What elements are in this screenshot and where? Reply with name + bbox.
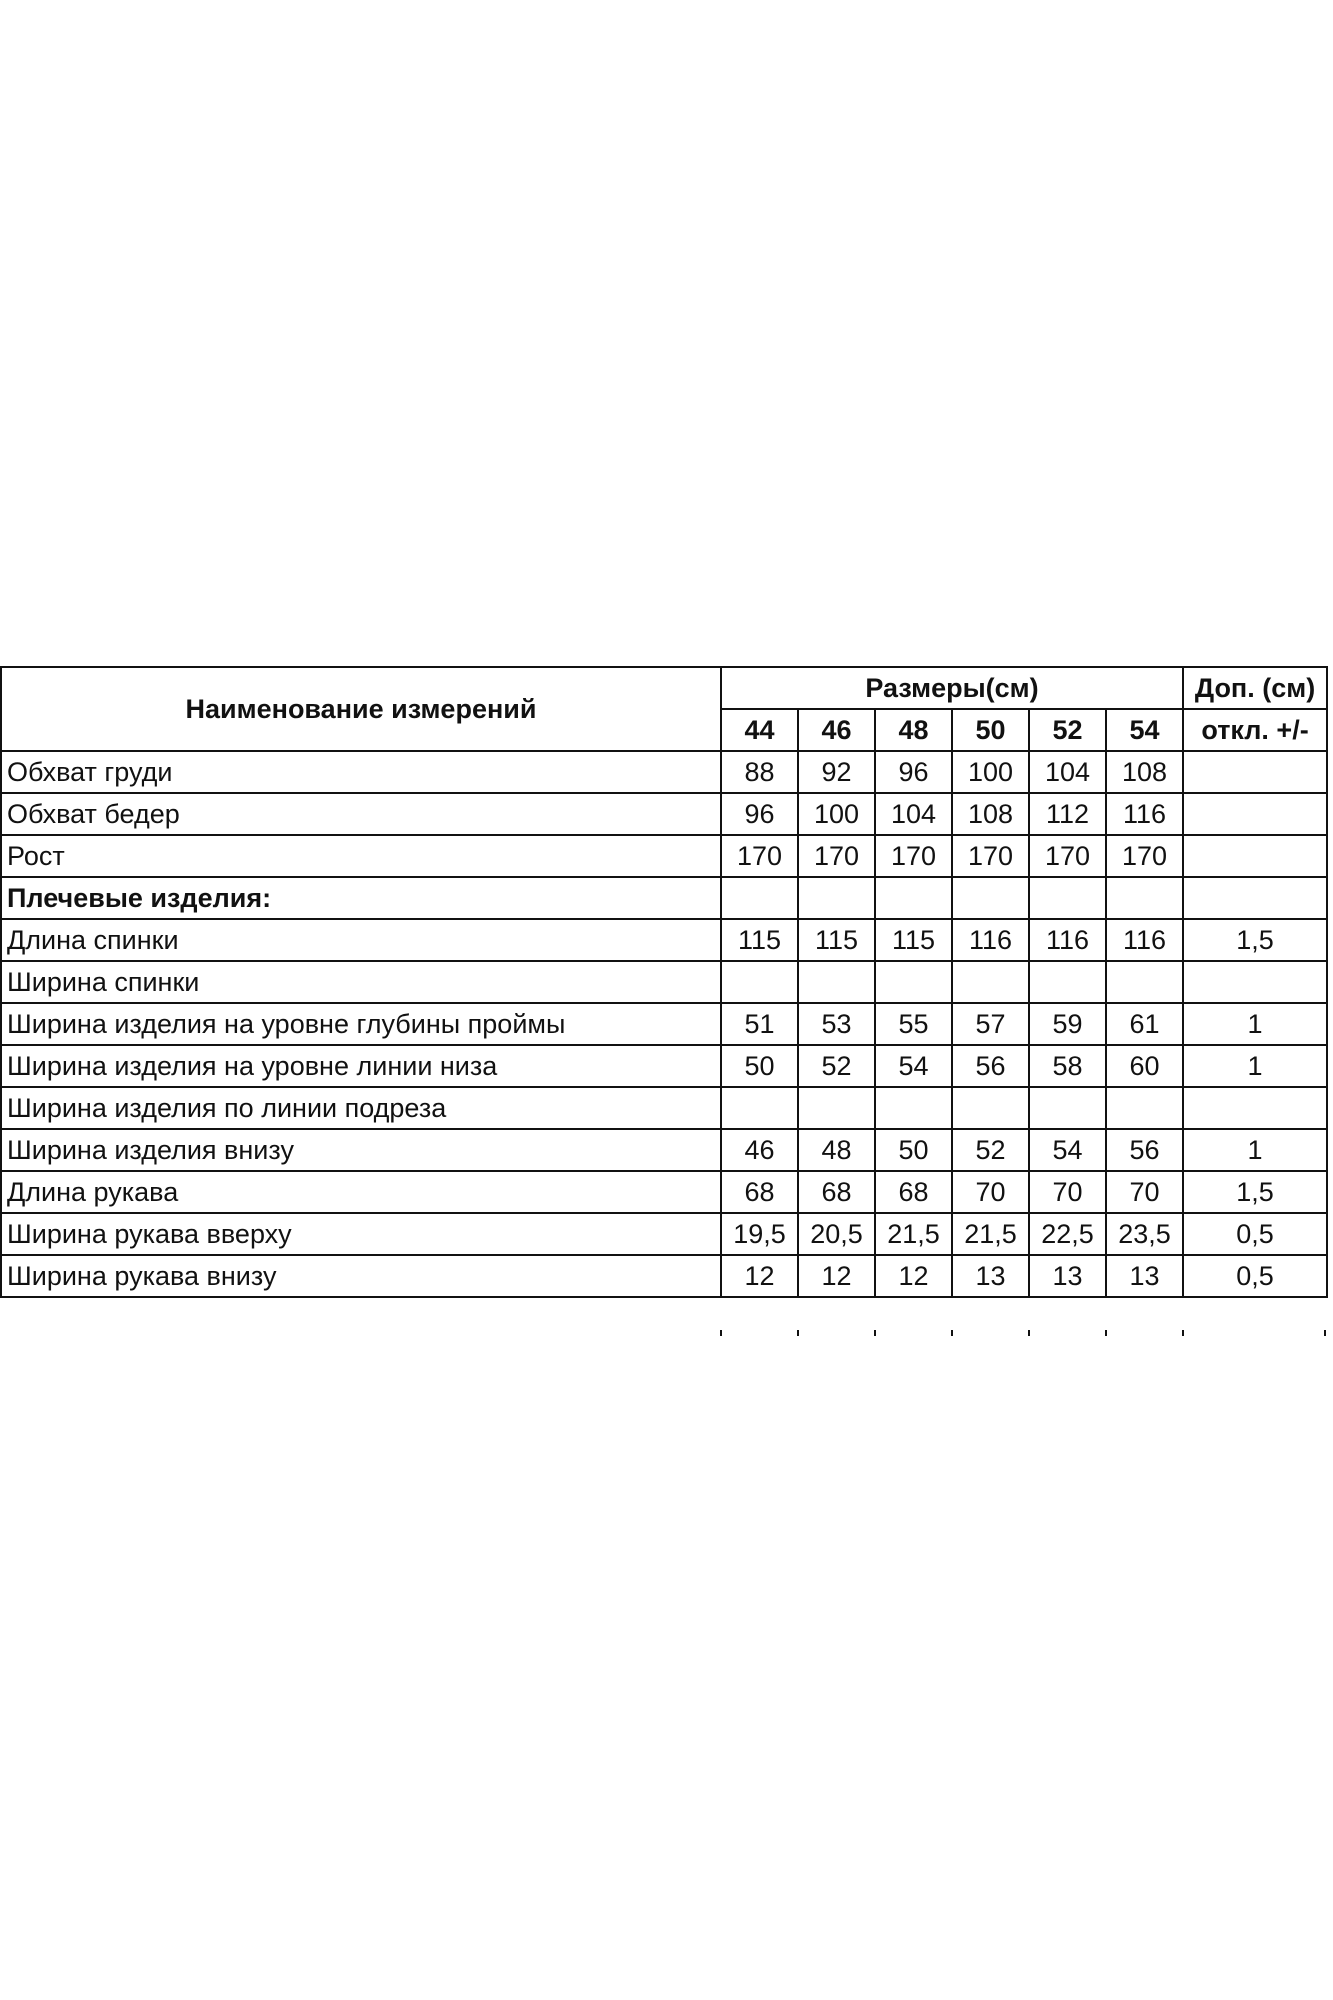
measurement-value: 115 bbox=[721, 919, 798, 961]
measurement-value: 50 bbox=[721, 1045, 798, 1087]
measurement-value: 22,5 bbox=[1029, 1213, 1106, 1255]
table-row bbox=[1, 1255, 1327, 1297]
measurement-value: 55 bbox=[875, 1003, 952, 1045]
measurement-value bbox=[798, 1087, 875, 1129]
size-header: 52 bbox=[1029, 709, 1106, 751]
table-row bbox=[1, 1087, 1327, 1129]
measurement-value bbox=[721, 877, 798, 919]
measurement-value: 70 bbox=[1106, 1171, 1183, 1213]
table-continuation-line bbox=[720, 1330, 722, 1336]
measurement-value bbox=[1106, 961, 1183, 1003]
measurement-value: 19,5 bbox=[721, 1213, 798, 1255]
measurement-name: Ширина изделия на уровне глубины проймы bbox=[1, 1003, 721, 1045]
size-table bbox=[0, 666, 1328, 1298]
measurement-value: 96 bbox=[721, 793, 798, 835]
measurement-value: 54 bbox=[1029, 1129, 1106, 1171]
tolerance-value bbox=[1183, 793, 1327, 835]
tolerance-value bbox=[1183, 877, 1327, 919]
table-continuation-line bbox=[1324, 1330, 1326, 1336]
size-header: 48 bbox=[875, 709, 952, 751]
measurement-value: 70 bbox=[952, 1171, 1029, 1213]
measurement-value bbox=[875, 1087, 952, 1129]
tolerance-value bbox=[1183, 835, 1327, 877]
measurement-value: 61 bbox=[1106, 1003, 1183, 1045]
header-row-top bbox=[1, 667, 1327, 709]
table-row bbox=[1, 877, 1327, 919]
measurement-name: Ширина рукава вверху bbox=[1, 1213, 721, 1255]
tolerance-value: 1 bbox=[1183, 1129, 1327, 1171]
measurement-value: 13 bbox=[1106, 1255, 1183, 1297]
table-row bbox=[1, 793, 1327, 835]
measurement-value: 170 bbox=[875, 835, 952, 877]
measurement-value bbox=[952, 877, 1029, 919]
measurement-name: Длина спинки bbox=[1, 919, 721, 961]
table-continuation-line bbox=[951, 1330, 953, 1336]
tolerance-value bbox=[1183, 1087, 1327, 1129]
measurement-value: 68 bbox=[721, 1171, 798, 1213]
measurement-value: 88 bbox=[721, 751, 798, 793]
measurement-value: 116 bbox=[1029, 919, 1106, 961]
measurement-value: 12 bbox=[721, 1255, 798, 1297]
measurement-value: 12 bbox=[798, 1255, 875, 1297]
table-row bbox=[1, 1171, 1327, 1213]
measurement-value bbox=[721, 1087, 798, 1129]
table-row bbox=[1, 1129, 1327, 1171]
measurement-value: 170 bbox=[1029, 835, 1106, 877]
measurement-value: 21,5 bbox=[875, 1213, 952, 1255]
measurement-value: 108 bbox=[952, 793, 1029, 835]
table-row bbox=[1, 919, 1327, 961]
measurement-name: Ширина изделия по линии подреза bbox=[1, 1087, 721, 1129]
table-row bbox=[1, 751, 1327, 793]
measurement-value bbox=[1029, 877, 1106, 919]
measurement-value: 51 bbox=[721, 1003, 798, 1045]
measurement-value: 104 bbox=[875, 793, 952, 835]
measurement-value: 13 bbox=[952, 1255, 1029, 1297]
measurement-value: 68 bbox=[875, 1171, 952, 1213]
measurement-value: 58 bbox=[1029, 1045, 1106, 1087]
table-row bbox=[1, 1003, 1327, 1045]
measurement-value: 170 bbox=[1106, 835, 1183, 877]
size-header: 46 bbox=[798, 709, 875, 751]
measurement-value bbox=[1106, 1087, 1183, 1129]
measurement-value: 170 bbox=[798, 835, 875, 877]
tolerance-header-top: Доп. (см) bbox=[1183, 667, 1327, 709]
measurement-value: 46 bbox=[721, 1129, 798, 1171]
measurement-value bbox=[798, 961, 875, 1003]
measurement-value bbox=[1029, 961, 1106, 1003]
table-continuation-line bbox=[797, 1330, 799, 1336]
tolerance-value: 0,5 bbox=[1183, 1255, 1327, 1297]
measurement-value: 115 bbox=[875, 919, 952, 961]
measurement-value: 92 bbox=[798, 751, 875, 793]
measurement-name: Длина рукава bbox=[1, 1171, 721, 1213]
size-header: 50 bbox=[952, 709, 1029, 751]
table-row bbox=[1, 835, 1327, 877]
tolerance-value: 1 bbox=[1183, 1045, 1327, 1087]
measurement-value bbox=[1106, 877, 1183, 919]
table-row bbox=[1, 1045, 1327, 1087]
measurement-value: 100 bbox=[798, 793, 875, 835]
measurement-name: Рост bbox=[1, 835, 721, 877]
tolerance-value bbox=[1183, 751, 1327, 793]
measurement-value bbox=[721, 961, 798, 1003]
measurement-value: 21,5 bbox=[952, 1213, 1029, 1255]
measurement-name: Ширина изделия на уровне линии низа bbox=[1, 1045, 721, 1087]
tolerance-value: 1 bbox=[1183, 1003, 1327, 1045]
measurement-value bbox=[875, 877, 952, 919]
measurement-value: 13 bbox=[1029, 1255, 1106, 1297]
measurement-value: 20,5 bbox=[798, 1213, 875, 1255]
measurement-value: 100 bbox=[952, 751, 1029, 793]
measurement-value: 23,5 bbox=[1106, 1213, 1183, 1255]
measurement-value: 12 bbox=[875, 1255, 952, 1297]
table-continuation-line bbox=[874, 1330, 876, 1336]
measurement-name: Ширина изделия внизу bbox=[1, 1129, 721, 1171]
measurement-value: 116 bbox=[952, 919, 1029, 961]
table-row bbox=[1, 1213, 1327, 1255]
measurement-value: 68 bbox=[798, 1171, 875, 1213]
measurement-value: 108 bbox=[1106, 751, 1183, 793]
measurement-value bbox=[875, 961, 952, 1003]
measurement-value: 57 bbox=[952, 1003, 1029, 1045]
size-header: 54 bbox=[1106, 709, 1183, 751]
measurement-value: 170 bbox=[721, 835, 798, 877]
table-continuation-line bbox=[1105, 1330, 1107, 1336]
measurement-value: 116 bbox=[1106, 919, 1183, 961]
table-continuation-line bbox=[1182, 1330, 1184, 1336]
measurement-value: 112 bbox=[1029, 793, 1106, 835]
measurement-value: 50 bbox=[875, 1129, 952, 1171]
measurement-name-header: Наименование измерений bbox=[1, 667, 721, 751]
tolerance-value: 0,5 bbox=[1183, 1213, 1327, 1255]
measurement-name: Обхват груди bbox=[1, 751, 721, 793]
tolerance-value: 1,5 bbox=[1183, 919, 1327, 961]
measurement-name: Обхват бедер bbox=[1, 793, 721, 835]
table-row bbox=[1, 961, 1327, 1003]
measurement-value: 116 bbox=[1106, 793, 1183, 835]
sizes-header: Размеры(см) bbox=[721, 667, 1183, 709]
section-label: Плечевые изделия: bbox=[1, 877, 721, 919]
measurement-value: 56 bbox=[952, 1045, 1029, 1087]
measurement-value: 170 bbox=[952, 835, 1029, 877]
measurement-value bbox=[952, 1087, 1029, 1129]
measurement-value: 115 bbox=[798, 919, 875, 961]
tolerance-value: 1,5 bbox=[1183, 1171, 1327, 1213]
measurement-value: 52 bbox=[798, 1045, 875, 1087]
measurement-value bbox=[952, 961, 1029, 1003]
measurement-value: 104 bbox=[1029, 751, 1106, 793]
size-header: 44 bbox=[721, 709, 798, 751]
tolerance-header-bottom: откл. +/- bbox=[1183, 709, 1327, 751]
measurement-value: 54 bbox=[875, 1045, 952, 1087]
measurement-value: 96 bbox=[875, 751, 952, 793]
measurement-value: 59 bbox=[1029, 1003, 1106, 1045]
tolerance-value bbox=[1183, 961, 1327, 1003]
measurement-value: 48 bbox=[798, 1129, 875, 1171]
measurement-value: 53 bbox=[798, 1003, 875, 1045]
measurement-value: 70 bbox=[1029, 1171, 1106, 1213]
measurement-value: 60 bbox=[1106, 1045, 1183, 1087]
measurement-name: Ширина рукава внизу bbox=[1, 1255, 721, 1297]
measurement-name: Ширина спинки bbox=[1, 961, 721, 1003]
measurement-value: 56 bbox=[1106, 1129, 1183, 1171]
measurement-value bbox=[1029, 1087, 1106, 1129]
table-continuation-line bbox=[1028, 1330, 1030, 1336]
measurement-value bbox=[798, 877, 875, 919]
measurement-value: 52 bbox=[952, 1129, 1029, 1171]
size-chart bbox=[0, 666, 1328, 1298]
